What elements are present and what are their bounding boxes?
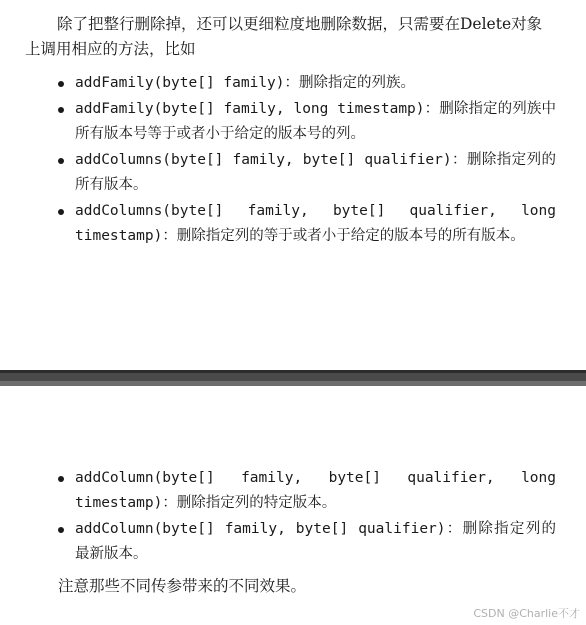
method-description: ：删除指定列的特定版本。 bbox=[162, 495, 337, 511]
list-item bbox=[56, 97, 556, 147]
watermark: CSDN @Charlie不才 bbox=[473, 607, 580, 620]
bullet-icon bbox=[58, 527, 64, 533]
method-signature: addFamily(byte[] family) bbox=[75, 75, 285, 91]
bullet-icon bbox=[58, 107, 64, 113]
list-item bbox=[56, 71, 556, 96]
list-item bbox=[56, 517, 556, 567]
bullet-icon bbox=[58, 209, 64, 215]
method-signature: addColumn(byte[] family, byte[] qualifier) bbox=[75, 521, 446, 537]
method-description: ：删除指定列的所有版本。 bbox=[75, 152, 557, 193]
list-item bbox=[56, 148, 556, 198]
page-break-divider bbox=[0, 370, 586, 386]
bullet-icon bbox=[58, 81, 64, 87]
method-list-top bbox=[56, 71, 556, 250]
closing-paragraph: 注意那些不同传参带来的不同效果。 bbox=[58, 577, 307, 595]
method-signature: addFamily(byte[] family, long timestamp) bbox=[75, 101, 425, 117]
method-signature: addColumns(byte[] family, byte[] qualifier, long timestamp) bbox=[75, 203, 556, 244]
bullet-icon bbox=[58, 476, 64, 482]
method-description: ：删除指定的列族中所有版本号等于或者小于给定的版本号的列。 bbox=[75, 101, 556, 142]
intro-paragraph: 除了把整行删除掉，还可以更细粒度地删除数据，只需要在Delete对象上调用相应的方法，比如 bbox=[25, 15, 543, 58]
method-list-bottom bbox=[56, 466, 556, 568]
list-item bbox=[56, 199, 556, 249]
method-description: ：删除指定的列族。 bbox=[284, 75, 416, 91]
method-description: ：删除指定列的等于或者小于给定的版本号的所有版本。 bbox=[162, 228, 525, 244]
method-signature: addColumns(byte[] family, byte[] qualifier) bbox=[75, 152, 452, 168]
bullet-icon bbox=[58, 158, 64, 164]
page-bottom bbox=[0, 386, 586, 625]
method-description: ：删除指定列的最新版本。 bbox=[75, 521, 557, 562]
list-item bbox=[56, 466, 556, 516]
method-signature: addColumn(byte[] family, byte[] qualifier, long timestamp) bbox=[75, 470, 556, 511]
